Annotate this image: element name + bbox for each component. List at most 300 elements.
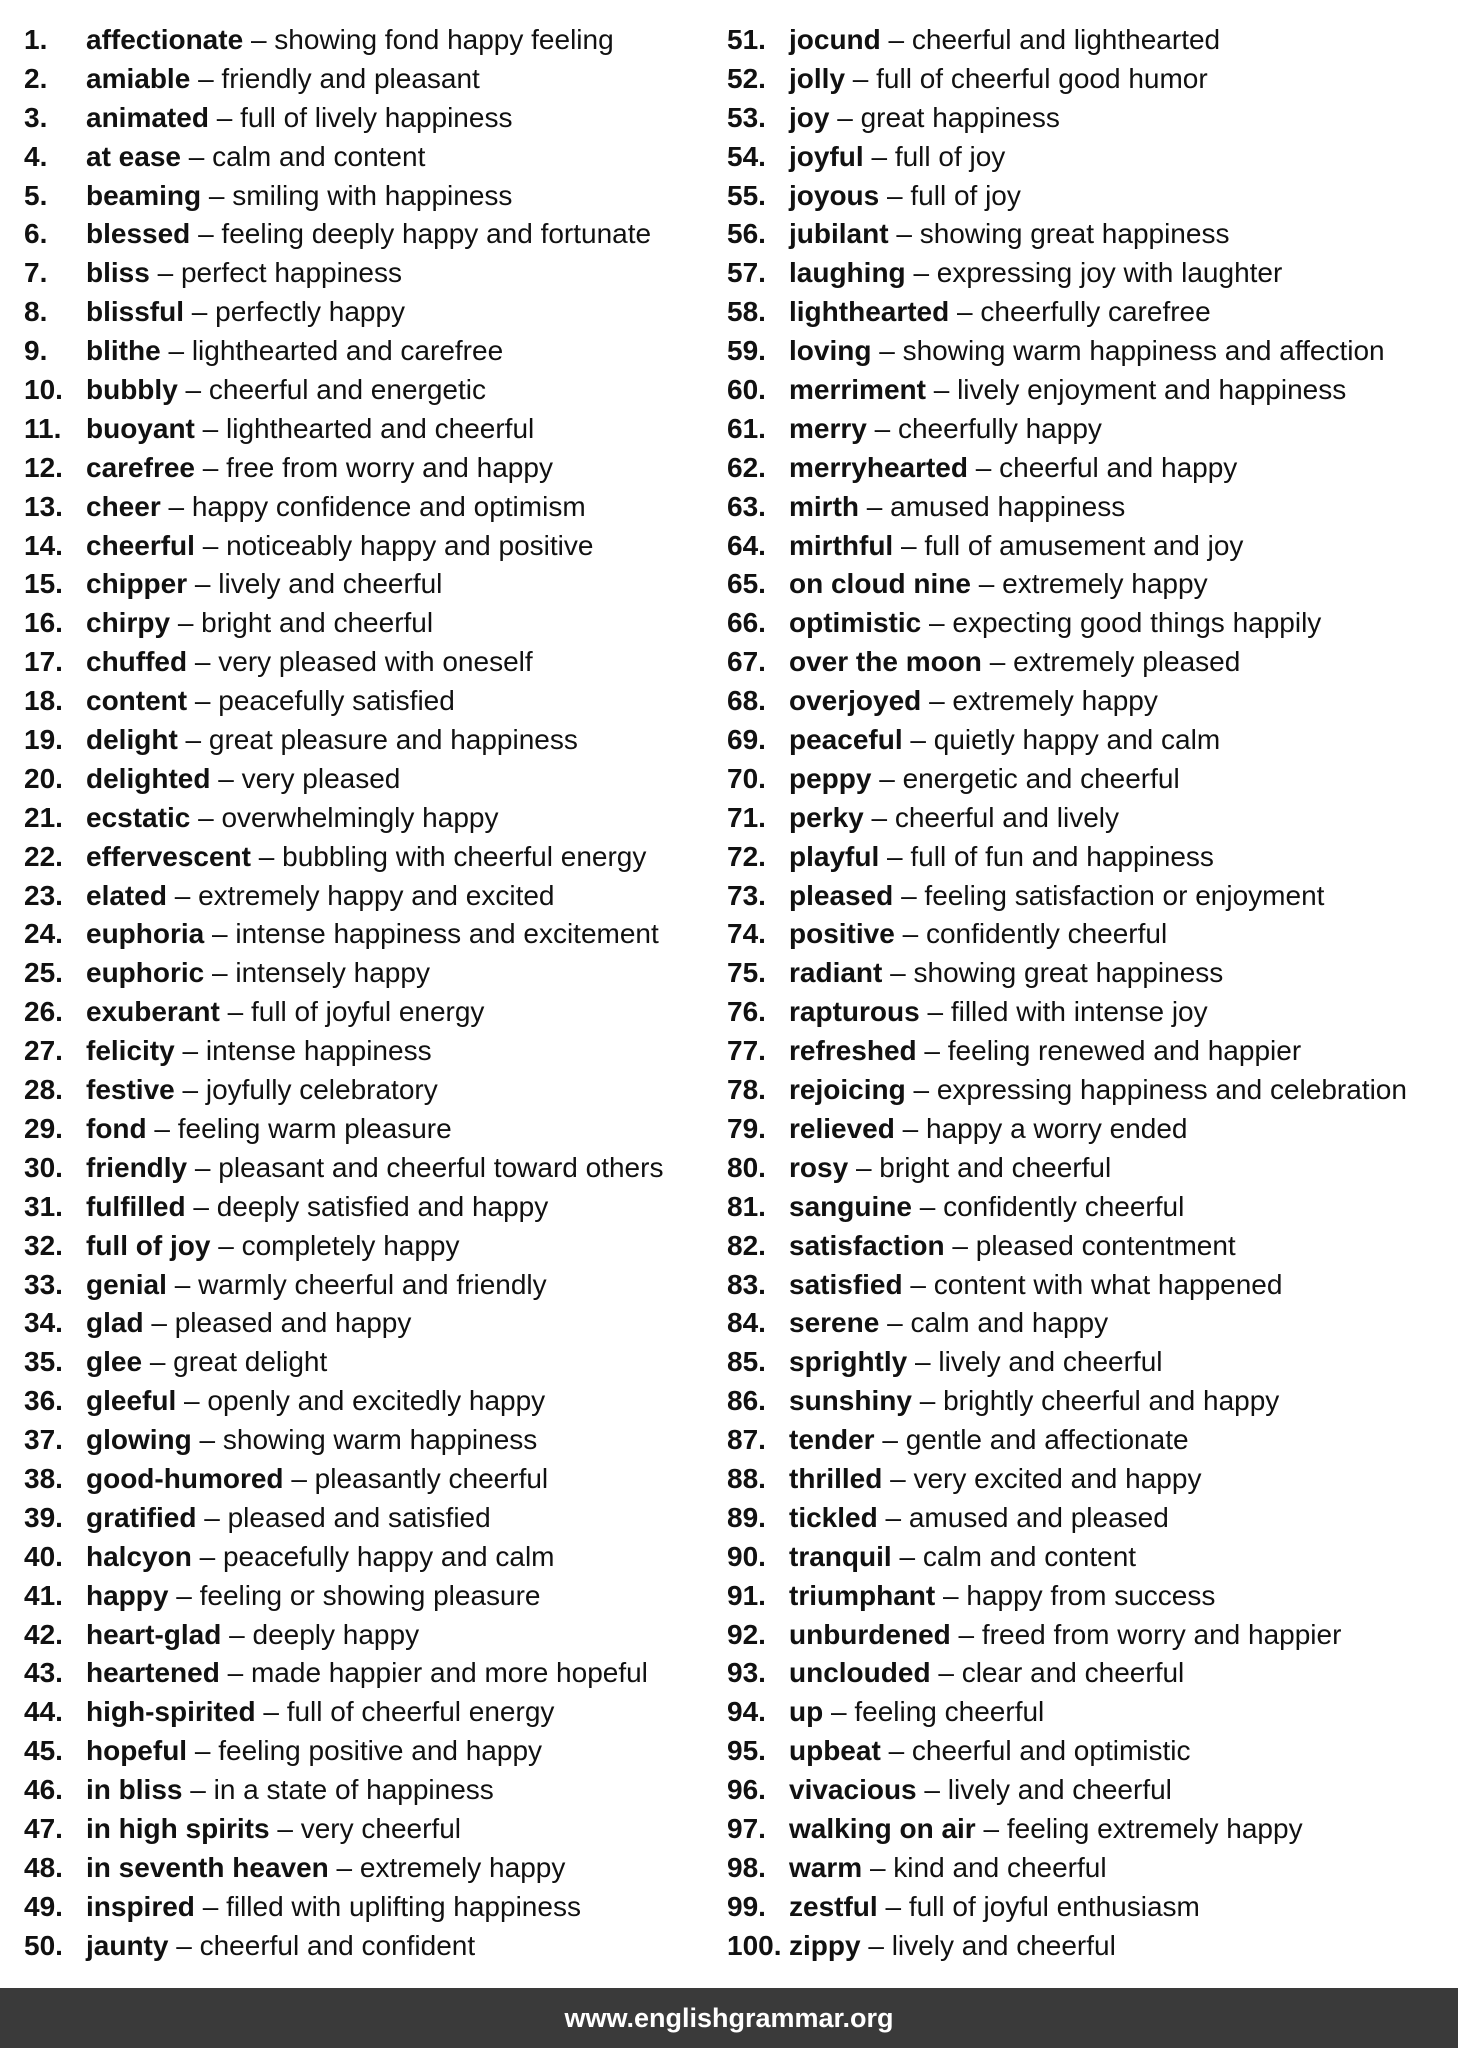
list-item (24, 527, 663, 566)
entry-definition: intense happiness and excitement (235, 918, 659, 950)
entry-definition: feeling or showing pleasure (199, 1579, 541, 1611)
list-item (24, 1032, 663, 1071)
list-item (24, 1343, 663, 1382)
entry-word: cheerful (86, 529, 195, 561)
entry-number: 11. (24, 412, 62, 444)
entry-word: halcyon (86, 1540, 192, 1572)
entry-number: 72. (727, 840, 766, 872)
entry-definition: clear and cheerful (961, 1657, 1185, 1689)
entry-word: beaming (86, 179, 202, 211)
entry-word: triumphant (789, 1579, 936, 1611)
entry-definition: confidently cheerful (925, 918, 1168, 950)
entry-number: 46. (24, 1774, 63, 1806)
list-item (727, 1266, 1407, 1305)
entry-word: loving (789, 335, 872, 367)
entry-definition: cheerful and confident (199, 1929, 476, 1961)
entry-separator: – (924, 1774, 940, 1806)
list-item (24, 1149, 663, 1188)
entry-word: carefree (86, 451, 195, 483)
list-item (727, 1382, 1407, 1421)
entry-word: rosy (789, 1151, 849, 1183)
entry-definition: pleasantly cheerful (314, 1462, 549, 1494)
entry-word: animated (86, 101, 209, 133)
entry-definition: made happier and more hopeful (250, 1657, 648, 1689)
entry-number: 60. (727, 374, 766, 406)
entry-definition: energetic and cheerful (902, 762, 1180, 794)
entry-number: 100. (727, 1929, 782, 1961)
list-item (727, 565, 1407, 604)
entry-separator: – (927, 996, 944, 1028)
entry-word: joyous (789, 179, 880, 211)
entry-separator: – (885, 1890, 902, 1922)
entry-separator: – (184, 1385, 200, 1417)
entry-number: 98. (727, 1851, 766, 1883)
entry-definition: great pleasure and happiness (208, 724, 578, 756)
entry-separator: – (933, 374, 950, 406)
entry-definition: confidently cheerful (943, 1190, 1185, 1222)
entry-number: 19. (24, 724, 63, 756)
entry-number: 61. (727, 412, 766, 444)
entry-separator: – (194, 1151, 211, 1183)
entry-definition: happy a worry ended (926, 1112, 1188, 1144)
entry-number: 91. (727, 1579, 766, 1611)
entry-separator: – (887, 840, 903, 872)
entry-word: laughing (789, 257, 906, 289)
list-item (727, 1538, 1407, 1577)
entry-separator: – (913, 257, 930, 289)
entry-number: 22. (24, 840, 63, 872)
list-item (24, 1927, 663, 1966)
entry-definition: great delight (173, 1346, 328, 1378)
entry-definition: amused happiness (890, 490, 1126, 522)
list-item (727, 21, 1407, 60)
entry-separator: – (202, 1890, 219, 1922)
entry-definition: lively and cheerful (218, 568, 443, 600)
entry-word: fond (86, 1112, 147, 1144)
list-item (24, 565, 663, 604)
entry-number: 59. (727, 335, 766, 367)
entry-word: satisfaction (789, 1229, 945, 1261)
entry-separator: – (929, 607, 945, 639)
entry-number: 89. (727, 1501, 766, 1533)
entry-number: 6. (24, 218, 48, 250)
list-item (24, 1771, 663, 1810)
entry-separator: – (208, 179, 225, 211)
entry-definition: full of joyful energy (250, 996, 485, 1028)
entry-separator: – (975, 451, 992, 483)
entry-definition: bright and cheerful (879, 1151, 1112, 1183)
entry-definition: pleased and happy (174, 1307, 412, 1339)
entry-separator: – (168, 490, 185, 522)
entry-separator: – (194, 568, 211, 600)
list-item (24, 215, 663, 254)
entry-definition: pleased contentment (975, 1229, 1236, 1261)
entry-definition: showing warm happiness and affection (902, 335, 1385, 367)
entry-number: 78. (727, 1074, 766, 1106)
entry-separator: – (837, 101, 853, 133)
entry-definition: cheerful and optimistic (911, 1735, 1191, 1767)
list-item (24, 1849, 663, 1888)
list-item (727, 1810, 1407, 1849)
entry-word: festive (86, 1074, 175, 1106)
entry-separator: – (901, 529, 917, 561)
entry-definition: peacefully happy and calm (222, 1540, 555, 1572)
entry-number: 83. (727, 1268, 766, 1300)
entry-word: full of joy (86, 1229, 211, 1261)
list-item (727, 915, 1407, 954)
entry-definition: cheerfully happy (897, 412, 1102, 444)
entry-number: 5. (24, 179, 48, 211)
entry-definition: filled with uplifting happiness (226, 1890, 581, 1922)
entry-separator: – (176, 1579, 192, 1611)
entry-definition: full of lively happiness (240, 101, 513, 133)
entry-word: sunshiny (789, 1385, 912, 1417)
entry-number: 94. (727, 1696, 766, 1728)
entry-separator: – (938, 1657, 954, 1689)
entry-separator: – (902, 918, 919, 950)
entry-word: merry (789, 412, 867, 444)
entry-word: content (86, 685, 188, 717)
entry-separator: – (202, 412, 219, 444)
entry-separator: – (915, 1346, 931, 1378)
entry-number: 20. (24, 762, 63, 794)
entry-word: tickled (789, 1501, 878, 1533)
entry-word: happy (86, 1579, 169, 1611)
list-item (24, 21, 663, 60)
entry-separator: – (198, 62, 214, 94)
entry-definition: lively and cheerful (938, 1346, 1163, 1378)
list-item (727, 527, 1407, 566)
list-item (24, 682, 663, 721)
entry-number: 31. (24, 1190, 63, 1222)
list-item (727, 1343, 1407, 1382)
entry-definition: full of joyful enthusiasm (908, 1890, 1200, 1922)
list-item (727, 760, 1407, 799)
entry-separator: – (202, 529, 219, 561)
entry-definition: cheerfully carefree (980, 296, 1211, 328)
entry-separator: – (952, 1229, 968, 1261)
list-item (727, 332, 1407, 371)
entry-separator: – (190, 1774, 206, 1806)
entry-definition: bubbling with cheerful energy (282, 840, 647, 872)
entry-word: mirth (789, 490, 859, 522)
entry-separator: – (890, 1462, 906, 1494)
entry-definition: extremely happy (359, 1851, 566, 1883)
entry-word: at ease (86, 140, 181, 172)
list-item (24, 99, 663, 138)
footer-url[interactable]: www.englishgrammar.org (564, 2002, 894, 2033)
entry-word: high-spirited (86, 1696, 256, 1728)
entry-word: euphoria (86, 918, 205, 950)
entry-number: 88. (727, 1462, 766, 1494)
entry-definition: overwhelmingly happy (221, 801, 499, 833)
list-item (24, 1382, 663, 1421)
entry-separator: – (888, 24, 905, 55)
entry-word: sanguine (789, 1190, 912, 1222)
entry-definition: intense happiness (205, 1035, 432, 1067)
entry-definition: extremely happy and excited (198, 879, 555, 911)
list-item (24, 1888, 663, 1927)
entry-definition: showing great happiness (913, 957, 1224, 989)
entry-number: 8. (24, 296, 48, 328)
entry-number: 49. (24, 1890, 63, 1922)
entry-separator: – (924, 1035, 940, 1067)
list-item (727, 682, 1407, 721)
entry-number: 54. (727, 140, 766, 172)
entry-number: 34. (24, 1307, 63, 1339)
entry-definition: cheerful and lively (894, 801, 1119, 833)
entry-separator: – (874, 412, 891, 444)
entry-word: rapturous (789, 996, 920, 1028)
entry-word: mirthful (789, 529, 894, 561)
list-item (24, 604, 663, 643)
entry-definition: openly and excitedly happy (207, 1385, 546, 1417)
entry-definition: full of cheerful energy (286, 1696, 555, 1728)
entry-definition: very excited and happy (913, 1462, 1202, 1494)
list-item (727, 449, 1407, 488)
entry-separator: – (194, 685, 211, 717)
list-item (727, 1616, 1407, 1655)
entry-number: 79. (727, 1112, 766, 1144)
entry-number: 77. (727, 1035, 766, 1067)
list-item (24, 449, 663, 488)
list-item (24, 138, 663, 177)
entry-word: heartened (86, 1657, 220, 1689)
entry-separator: – (229, 1618, 245, 1650)
list-item (24, 721, 663, 760)
entry-separator: – (929, 685, 945, 717)
entry-separator: – (989, 646, 1006, 678)
entry-separator: – (194, 646, 211, 678)
entry-separator: – (899, 1540, 916, 1572)
list-item (24, 1616, 663, 1655)
entry-definition: joyfully celebratory (205, 1074, 438, 1106)
entry-number: 96. (727, 1774, 766, 1806)
list-item (24, 1071, 663, 1110)
entry-number: 70. (727, 762, 766, 794)
entry-word: unclouded (789, 1657, 931, 1689)
entry-separator: – (194, 1735, 211, 1767)
entry-definition: pleased and satisfied (227, 1501, 491, 1533)
entry-definition: extremely happy (952, 685, 1158, 717)
list-item (727, 954, 1407, 993)
entry-number: 92. (727, 1618, 766, 1650)
entry-number: 82. (727, 1229, 766, 1261)
list-item (24, 760, 663, 799)
entry-definition: calm and happy (910, 1307, 1109, 1339)
entry-word: warm (789, 1851, 863, 1883)
entry-definition: full of joy (894, 140, 1006, 172)
list-item (727, 1849, 1407, 1888)
list-item (727, 1654, 1407, 1693)
entry-number: 36. (24, 1385, 63, 1417)
entry-word: blessed (86, 218, 191, 250)
entry-separator: – (199, 1540, 216, 1572)
entry-separator: – (199, 1424, 216, 1456)
entry-number: 68. (727, 685, 766, 717)
entry-separator: – (871, 801, 888, 833)
entry-word: tranquil (789, 1540, 892, 1572)
entry-separator: – (193, 1190, 209, 1222)
list-item (727, 643, 1407, 682)
entry-definition: gentle and affectionate (905, 1424, 1189, 1456)
list-item (727, 604, 1407, 643)
entry-definition: feeling satisfaction or enjoyment (924, 879, 1325, 911)
entry-word: over the moon (789, 646, 982, 678)
entry-separator: – (277, 1812, 293, 1844)
entry-separator: – (887, 179, 903, 211)
entry-number: 62. (727, 451, 766, 483)
entry-word: jubilant (789, 218, 889, 250)
entry-separator: – (885, 1501, 902, 1533)
entry-definition: lively and cheerful (947, 1774, 1172, 1806)
list-item (24, 410, 663, 449)
entry-number: 47. (24, 1812, 63, 1844)
entry-definition: full of fun and happiness (910, 840, 1214, 872)
entry-number: 69. (727, 724, 766, 756)
entry-definition: extremely happy (1002, 568, 1208, 600)
entry-definition: happy from success (966, 1579, 1216, 1611)
entry-number: 4. (24, 140, 48, 172)
entry-definition: deeply satisfied and happy (216, 1190, 549, 1222)
entry-separator: – (218, 762, 234, 794)
entry-word: delighted (86, 762, 211, 794)
entry-number: 65. (727, 568, 766, 600)
entry-word: friendly (86, 1151, 188, 1183)
entry-number: 25. (24, 957, 63, 989)
entry-separator: – (983, 1812, 1000, 1844)
list-item (727, 1888, 1407, 1927)
entry-word: jocund (789, 24, 881, 55)
list-item (727, 177, 1407, 216)
list-item (24, 177, 663, 216)
entry-word: exuberant (86, 996, 220, 1028)
entry-number: 76. (727, 996, 766, 1028)
entry-number: 56. (727, 218, 766, 250)
entry-number: 90. (727, 1540, 766, 1572)
entry-word: merryhearted (789, 451, 968, 483)
entry-word: relieved (789, 1112, 895, 1144)
list-item (727, 1577, 1407, 1616)
entry-word: zestful (789, 1890, 878, 1922)
entry-separator: – (913, 1074, 930, 1106)
entry-number: 33. (24, 1268, 63, 1300)
entry-number: 51. (727, 24, 766, 55)
entry-separator: – (151, 1307, 167, 1339)
entry-number: 13. (24, 490, 63, 522)
list-item (24, 799, 663, 838)
entry-separator: – (887, 1307, 903, 1339)
list-item (24, 1421, 663, 1460)
list-item (24, 1577, 663, 1616)
entry-definition: full of joy (910, 179, 1021, 211)
list-item (727, 60, 1407, 99)
entry-separator: – (868, 1929, 884, 1961)
entry-word: blithe (86, 335, 161, 367)
entry-word: pleased (789, 879, 894, 911)
entry-definition: lively enjoyment and happiness (957, 374, 1347, 406)
entry-word: gratified (86, 1501, 197, 1533)
entry-separator: – (879, 762, 895, 794)
list-item (24, 371, 663, 410)
list-item (727, 254, 1407, 293)
entry-definition: brightly cheerful and happy (943, 1385, 1280, 1417)
list-item (24, 1227, 663, 1266)
list-item (24, 1732, 663, 1771)
list-item (727, 1304, 1407, 1343)
entry-definition: feeling positive and happy (218, 1735, 543, 1767)
entry-separator: – (943, 1579, 959, 1611)
entry-definition: feeling deeply happy and fortunate (221, 218, 652, 250)
list-item (727, 1032, 1407, 1071)
word-list (0, 21, 1458, 1971)
entry-number: 37. (24, 1424, 63, 1456)
entry-definition: very pleased with oneself (218, 646, 533, 678)
entry-number: 74. (727, 918, 766, 950)
list-item (24, 1460, 663, 1499)
list-item (727, 877, 1407, 916)
entry-separator: – (168, 335, 185, 367)
entry-word: thrilled (789, 1462, 883, 1494)
entry-definition: amused and pleased (908, 1501, 1169, 1533)
entry-definition: quietly happy and calm (933, 724, 1221, 756)
entry-definition: expecting good things happily (952, 607, 1322, 639)
entry-definition: feeling cheerful (854, 1696, 1045, 1728)
entry-number: 27. (24, 1035, 63, 1067)
entry-separator: – (198, 218, 214, 250)
entry-definition: filled with intense joy (950, 996, 1208, 1028)
entry-separator: – (198, 801, 214, 833)
entry-separator: – (890, 957, 906, 989)
entry-number: 52. (727, 62, 766, 94)
entry-definition: expressing joy with laughter (936, 257, 1283, 289)
entry-word: optimistic (789, 607, 922, 639)
entry-word: genial (86, 1268, 167, 1300)
list-item (24, 838, 663, 877)
entry-number: 35. (24, 1346, 63, 1378)
entry-separator: – (185, 724, 202, 756)
entry-definition: feeling extremely happy (1006, 1812, 1303, 1844)
entry-definition: content with what happened (933, 1268, 1283, 1300)
entry-word: walking on air (789, 1812, 976, 1844)
entry-definition: very cheerful (300, 1812, 461, 1844)
entry-definition: happy confidence and optimism (191, 490, 586, 522)
entry-number: 50. (24, 1929, 63, 1961)
list-item (727, 215, 1407, 254)
entry-number: 7. (24, 257, 48, 289)
entry-separator: – (855, 1151, 872, 1183)
entry-word: upbeat (789, 1735, 881, 1767)
list-item (24, 993, 663, 1032)
entry-number: 38. (24, 1462, 63, 1494)
entry-number: 23. (24, 879, 63, 911)
entry-separator: – (888, 1735, 905, 1767)
entry-definition: full of amusement and joy (924, 529, 1244, 561)
entry-word: overjoyed (789, 685, 922, 717)
entry-definition: intensely happy (235, 957, 430, 989)
list-item (727, 1110, 1407, 1149)
entry-word: glowing (86, 1424, 192, 1456)
entry-word: joy (789, 101, 830, 133)
entry-definition: feeling renewed and happier (947, 1035, 1302, 1067)
entry-number: 97. (727, 1812, 766, 1844)
list-item (24, 1110, 663, 1149)
entry-word: delight (86, 724, 178, 756)
entry-separator: – (218, 1229, 234, 1261)
entry-definition: freed from worry and happier (981, 1618, 1342, 1650)
entry-word: blissful (86, 296, 185, 328)
entry-separator: – (157, 257, 174, 289)
